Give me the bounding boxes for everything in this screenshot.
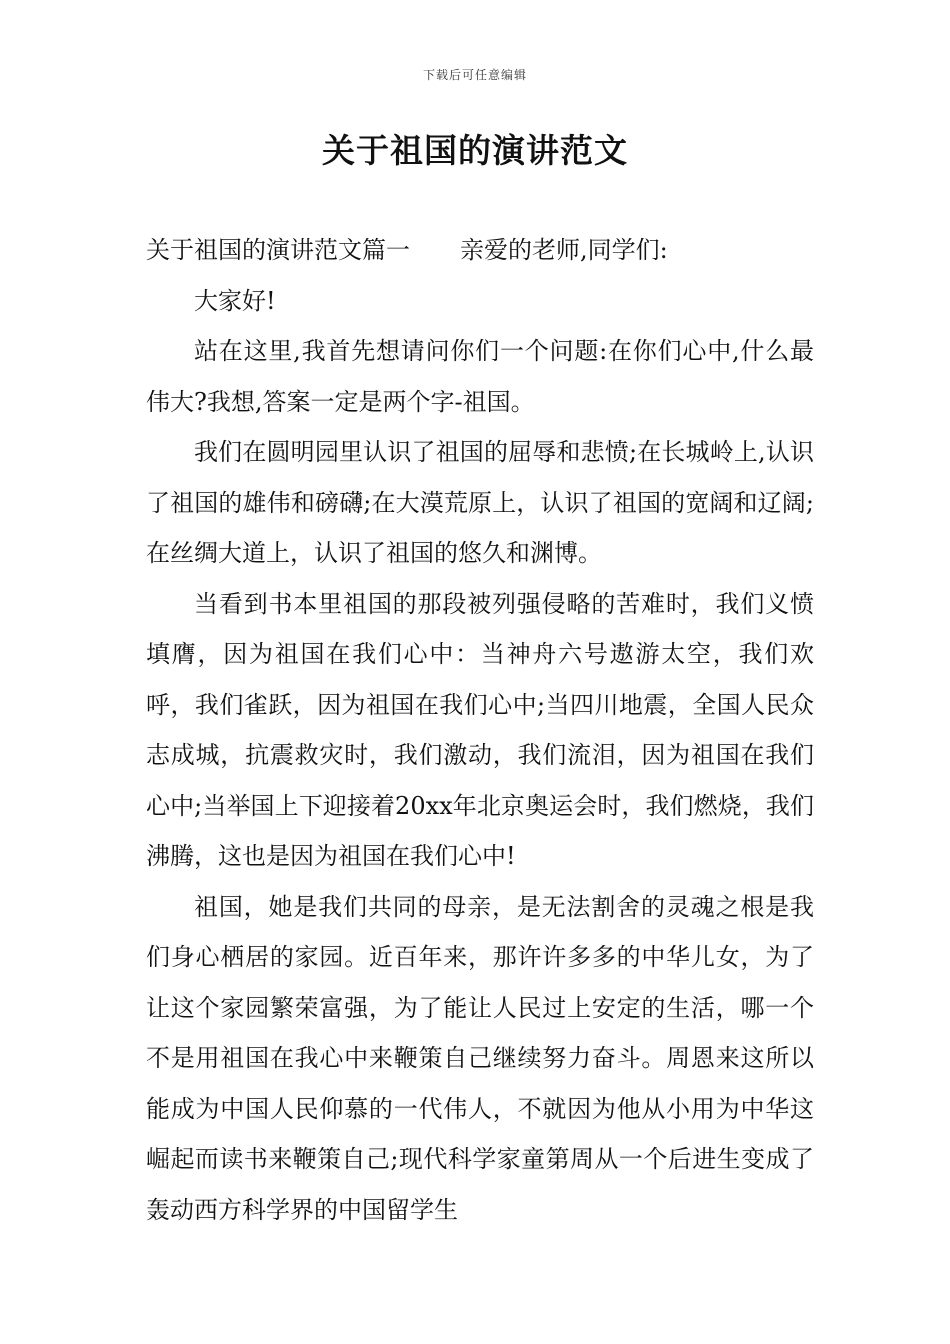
paragraph-landmarks: 我们在圆明园里认识了祖国的屈辱和悲愤;在长城岭上,认识了祖国的雄伟和磅礴;在大漠荒原上，认识了祖国的宽阔和辽阔;在丝绸大道上，认识了祖国的悠久和渊博。: [146, 438, 814, 567]
paragraph-greeting: 大家好!: [194, 286, 276, 315]
header-note: 下载后可任意编辑: [422, 68, 527, 82]
paragraph-question: 站在这里,我首先想请问你们一个问题:在你们心中,什么最伟大?我想,答案一定是两个字-祖国。: [146, 337, 814, 416]
salutation: 亲爱的老师,同学们:: [460, 236, 668, 264]
document-body: [146, 225, 814, 1235]
section-label: 关于祖国的演讲范文篇一: [146, 236, 410, 264]
paragraph-events: 当看到书本里祖国的那段被列强侵略的苦难时，我们义愤填膺，因为祖国在我们心中：当神舟六号遨游太空，我们欢呼，我们雀跃，因为祖国在我们心中;当四川地震，全国人民众志成城，抗震救灾时，我们激动，我们流泪，因为祖国在我们心中;当举国上下迎接着20xx年北京奥运会时，我们燃烧，我们沸腾，这也是因为祖国在我们心中!: [146, 589, 814, 870]
document-title: 关于祖国的演讲范文: [322, 131, 628, 170]
intro-line: [146, 225, 814, 276]
paragraph-motherland: 祖国，她是我们共同的母亲，是无法割舍的灵魂之根是我们身心栖居的家园。近百年来，那许许多多的中华儿女，为了让这个家园繁荣富强，为了能让人民过上安定的生活，哪一个不是用祖国在我心中来鞭策自己继续努力奋斗。周恩来这所以能成为中国人民仰慕的一代伟人，不就因为他从小用为中华这崛起而读书来鞭策自己;现代科学家童第周从一个后进生变成了轰动西方科学界的中国留学生: [146, 892, 814, 1224]
